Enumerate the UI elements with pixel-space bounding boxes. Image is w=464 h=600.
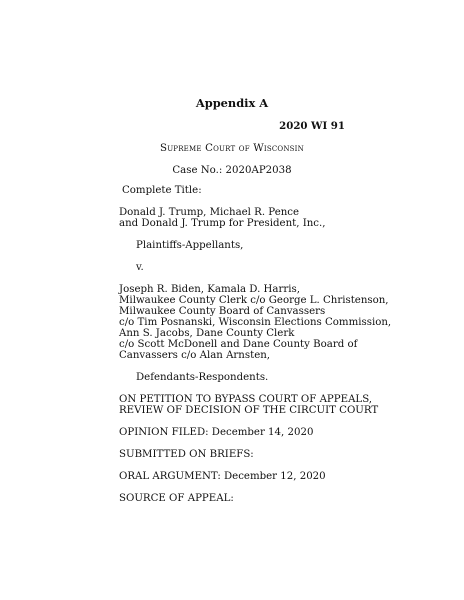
respondents-line-1: Joseph R. Biden, Kamala D. Harris, [119, 284, 300, 295]
complete-title-label: Complete Title: [122, 185, 202, 196]
petition-line-2: REVIEW OF DECISION OF THE CIRCUIT COURT [119, 405, 379, 416]
respondents-line-2: Milwaukee County Clerk c/o George L. Christenson, [119, 295, 389, 306]
source-of-appeal: SOURCE OF APPEAL: [119, 493, 234, 504]
appellants-role: Plaintiffs-Appellants, [136, 240, 244, 251]
respondents-line-5: Ann S. Jacobs, Dane County Clerk [119, 328, 295, 339]
versus: v. [136, 262, 144, 273]
appendix-title: Appendix A [195, 96, 269, 110]
respondents-line-4: c/o Tim Posnanski, Wisconsin Elections Commission, [119, 317, 392, 328]
opinion-filed: OPINION FILED: December 14, 2020 [119, 427, 314, 438]
respondents-role: Defendants-Respondents. [136, 372, 269, 383]
case-number: Case No.: 2020AP2038 [172, 165, 292, 176]
respondents-line-6: c/o Scott McDonell and Dane County Board of [119, 339, 358, 350]
oral-argument: ORAL ARGUMENT: December 12, 2020 [119, 471, 326, 482]
court-name [0, 143, 464, 154]
appellants-line-1: Donald J. Trump, Michael R. Pence [119, 207, 300, 218]
respondents-line-3: Milwaukee County Board of Canvassers [119, 306, 326, 317]
appellants-line-2: and Donald J. Trump for President, Inc., [119, 218, 326, 229]
court-name-text: Supreme Court of Wisconsin [160, 143, 304, 154]
submitted-on-briefs: SUBMITTED ON BRIEFS: [119, 449, 254, 460]
citation: 2020 WI 91 [279, 120, 345, 132]
petition-line-1: ON PETITION TO BYPASS COURT OF APPEALS, [119, 394, 373, 405]
respondents-line-7: Canvassers c/o Alan Arnsten, [119, 350, 271, 361]
